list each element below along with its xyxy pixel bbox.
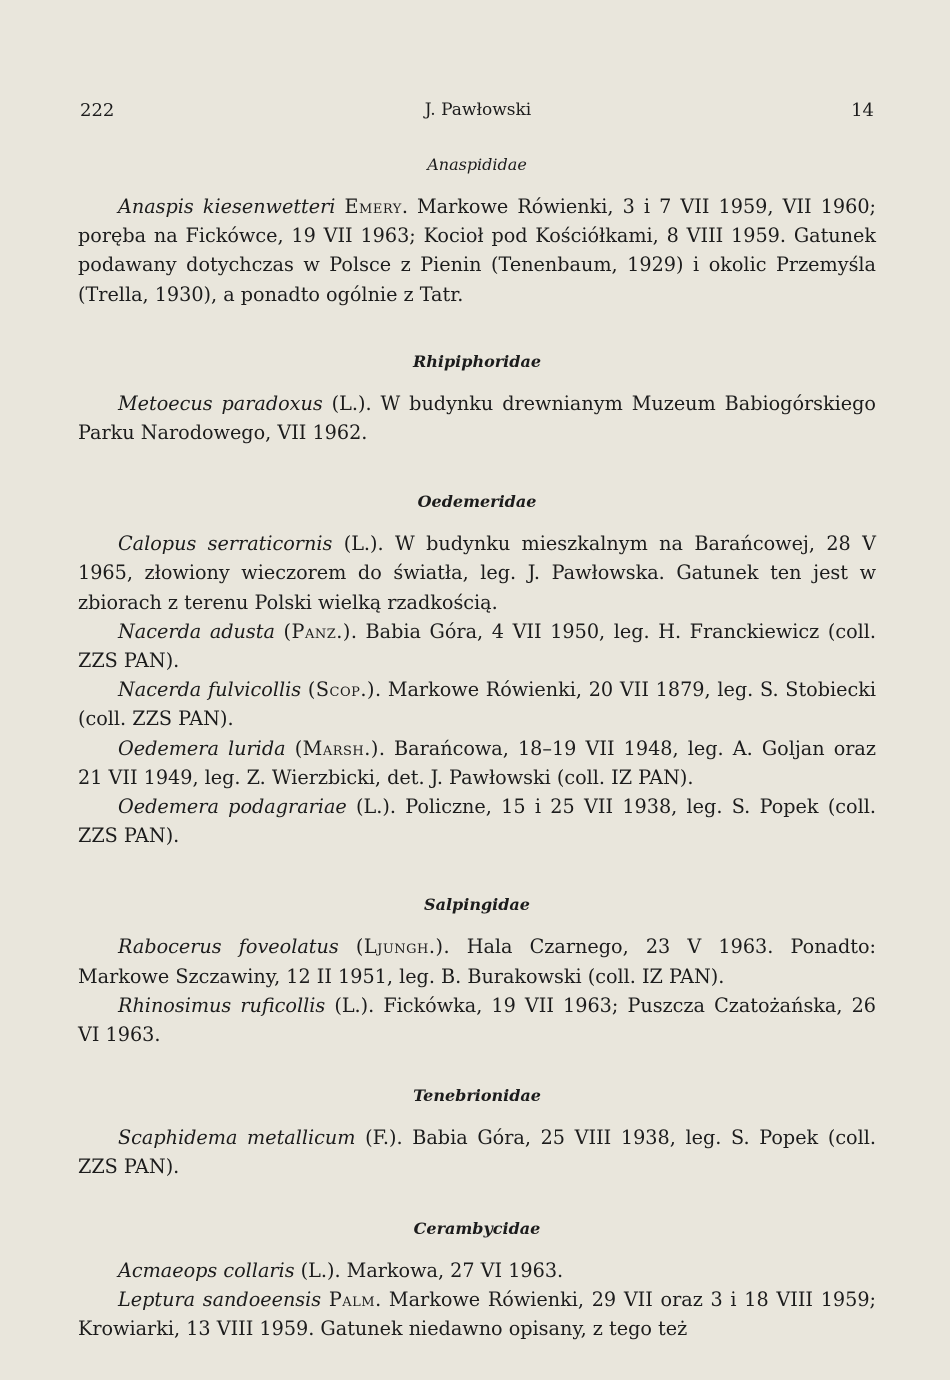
family-heading: Tenebrionidae: [413, 1086, 541, 1106]
taxon-authority: (Ljungh.): [355, 935, 444, 959]
taxon-authority: (L.): [356, 795, 390, 819]
species-entry: [78, 675, 876, 733]
taxon-authority: Emery: [344, 195, 402, 218]
species-entry: [78, 1285, 876, 1343]
taxon-authority: (Panz.): [283, 619, 351, 643]
taxon-name: Rhinosimus ruficollis: [118, 993, 326, 1017]
taxon-name: Oedemera podagrariae: [118, 795, 347, 819]
entry-text: . Markowe Rówienki, 29 VII oraz 3 i 18 VIII 1959; Krowiarki, 13 VIII 1959. Gatunek niedawno opisany, z tego też: [78, 1287, 876, 1341]
family-heading: Salpingidae: [424, 895, 530, 915]
species-entry: [78, 1123, 876, 1181]
entry-text: . Markowe Rówienki, 3 i 7 VII 1959, VII 1960; poręba na Fickówce, 19 VII 1963; Kocioł pod Kościółkami, 8 VIII 1959. Gatunek podawany dotychczas w Polsce z Pienin (Tenenbaum, 1929) i okolic Przemyśla (Trella, 1930), a ponadto ogólnie z Tatr.: [78, 195, 876, 306]
entry-text: . Barańcowa, 18–19 VII 1948, leg. A. Goljan oraz 21 VII 1949, leg. Z. Wierzbicki, det. J. Pawłowski (coll. IZ PAN).: [78, 736, 876, 789]
taxon-name: Rabocerus foveolatus: [118, 935, 339, 959]
family-heading: Oedemeridae: [417, 492, 537, 512]
taxon-name: Nacerda adusta: [118, 619, 275, 643]
species-entry: [78, 192, 876, 309]
main-text: [78, 150, 876, 1343]
taxon-name: Acmaeops collaris: [118, 1258, 295, 1282]
entry-text: . Hala Czarnego, 23 V 1963. Ponadto: Markowe Szczawiny, 12 II 1951, leg. B. Burakowski (coll. IZ PAN).: [78, 935, 876, 988]
taxon-authority: (L.): [300, 1258, 335, 1282]
taxon-name: Scaphidema metallicum: [118, 1126, 356, 1150]
entry-text: . Markowe Rówienki, 20 VII 1879, leg. S. Stobiecki (coll. ZZS PAN).: [78, 678, 876, 731]
family-heading: Cerambycidae: [413, 1218, 541, 1238]
species-entry: [78, 734, 876, 792]
issue-number: 14: [851, 100, 874, 121]
species-entry: [78, 792, 876, 850]
running-header: [80, 100, 876, 124]
species-entry: [78, 389, 876, 447]
taxon-name: Nacerda fulvicollis: [118, 678, 302, 702]
taxon-name: Oedemera lurida: [118, 736, 286, 760]
taxon-name: Calopus serraticornis: [118, 532, 333, 556]
taxon-name: Metoecus paradoxus: [118, 391, 323, 415]
taxon-name: Anaspis kiesenwetteri: [118, 195, 336, 218]
entry-text: . Policzne, 15 i 25 VII 1938, leg. S. Popek (coll. ZZS PAN).: [78, 795, 876, 848]
taxon-authority: (F.): [365, 1126, 397, 1150]
running-author: J. Pawłowski: [424, 100, 532, 120]
taxon-authority: (L.): [343, 532, 378, 556]
species-entry: [78, 991, 876, 1049]
taxon-authority: (Scop.): [307, 678, 375, 702]
species-entry: [78, 932, 876, 990]
entry-text: . W budynku drewnianym Muzeum Babiogórskiego Parku Narodowego, VII 1962.: [78, 391, 876, 445]
entry-text: . Babia Góra, 4 VII 1950, leg. H. Franckiewicz (coll. ZZS PAN).: [78, 619, 877, 673]
entry-text: . Markowa, 27 VI 1963.: [334, 1258, 564, 1282]
taxon-authority: Palm: [328, 1287, 376, 1311]
taxon-name: Leptura sandoeensis: [118, 1287, 322, 1311]
entry-text: . Fickówka, 19 VII 1963; Puszcza Czatożańska, 26 VI 1963.: [78, 993, 876, 1047]
species-entry: [78, 1256, 876, 1285]
taxon-authority: (L.): [331, 391, 366, 415]
family-heading: Anaspididae: [427, 155, 527, 174]
page-number: 222: [80, 100, 115, 121]
entry-text: . Babia Góra, 25 VIII 1938, leg. S. Popek (coll. ZZS PAN).: [78, 1126, 876, 1179]
entry-text: . W budynku mieszkalnym na Barańcowej, 28 V 1965, złowiony wieczorem do światła, leg. J. Pawłowska. Gatunek ten jest w zbiorach z terenu Polski wielką rzadkością.: [78, 532, 876, 614]
taxon-authority: (L.): [334, 993, 369, 1017]
taxon-authority: (Marsh.): [294, 736, 379, 760]
species-entry: [78, 617, 876, 675]
species-entry: [78, 529, 876, 617]
family-heading: Rhipiphoridae: [412, 351, 541, 371]
